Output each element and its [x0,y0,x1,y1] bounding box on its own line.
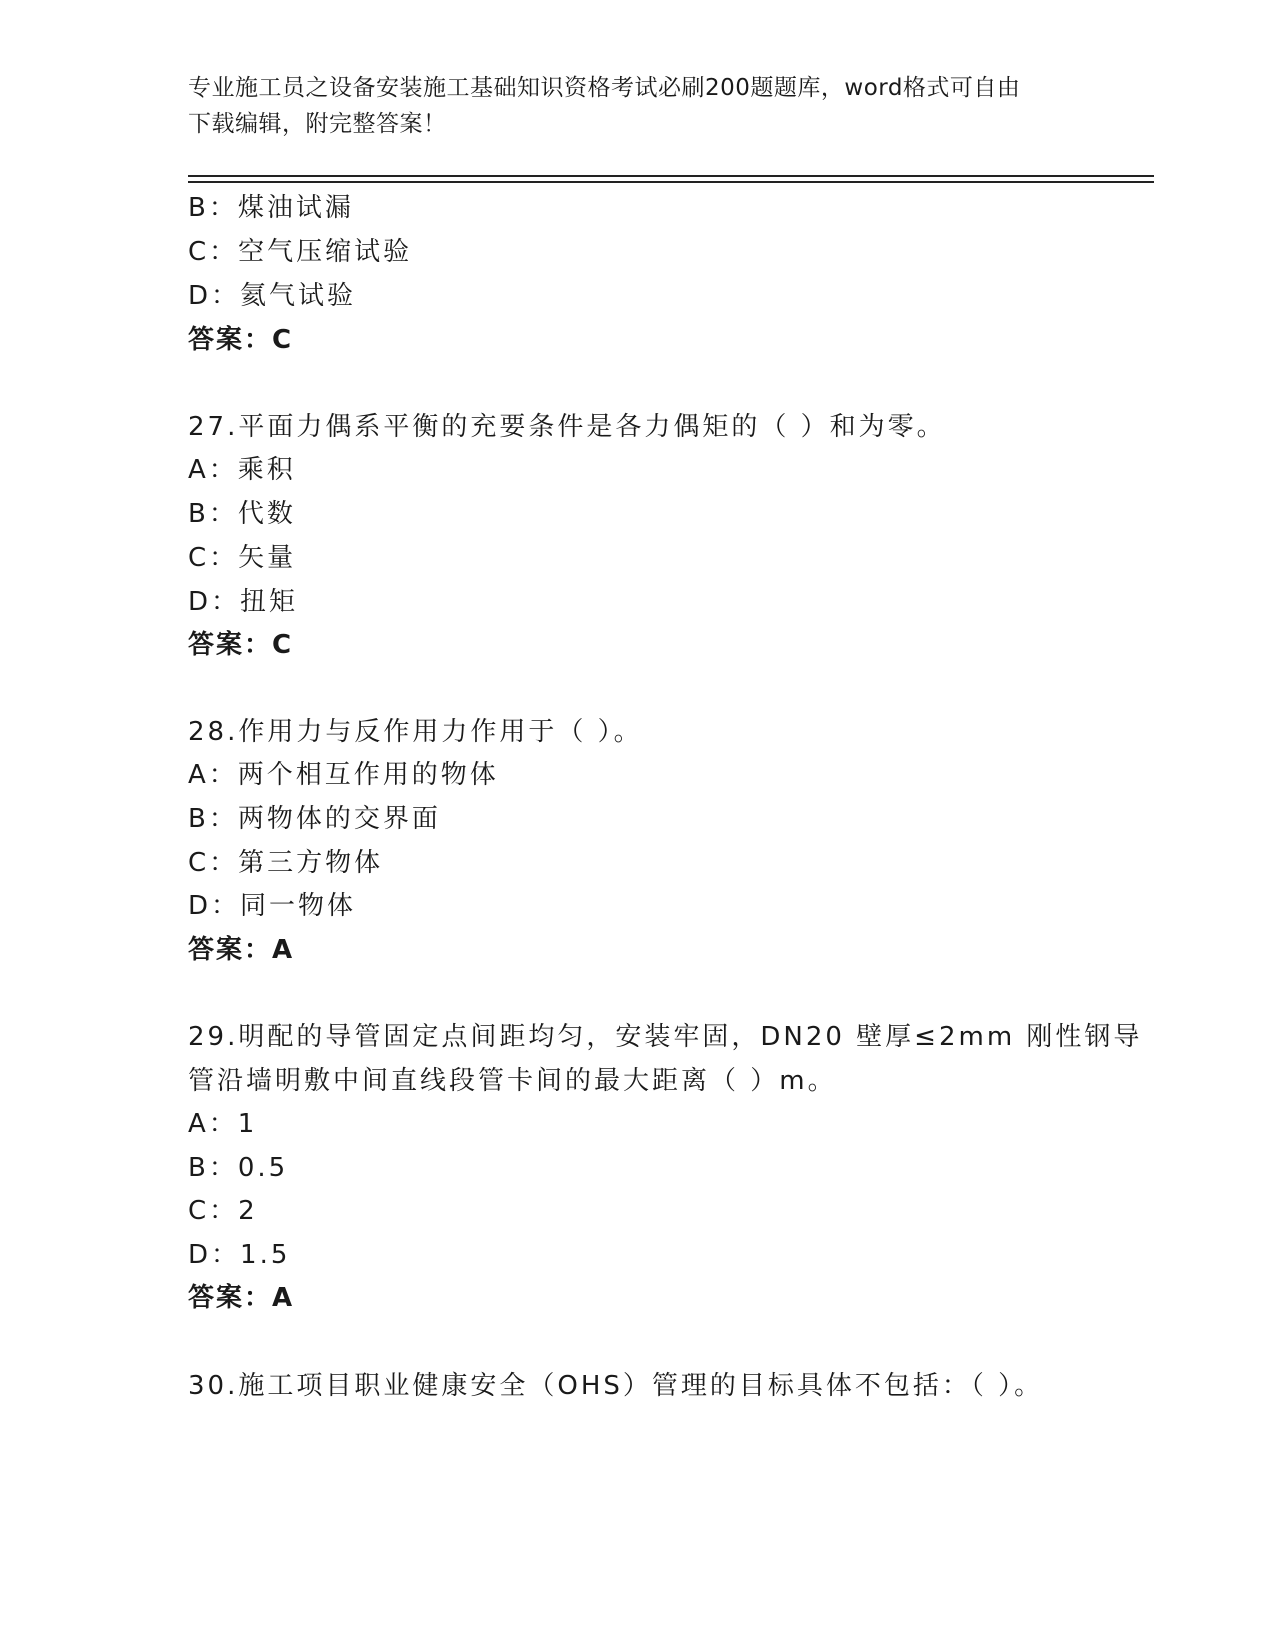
q29-answer: 答案：A [188,1283,295,1313]
header-rule-top [188,175,1154,177]
q29-option-d: D：1.5 [188,1240,291,1270]
q29-question-line1: 29.明配的导管固定点间距均匀，安装牢固，DN20 壁厚≤2mm 刚性钢导 [188,1022,1143,1052]
q27-option-a: A：乘积 [188,455,296,485]
q26-option-d: D：氦气试验 [188,281,357,311]
q29-option-b: B：0.5 [188,1153,289,1183]
q29-option-a: A：1 [188,1109,258,1139]
q29-option-c: C：2 [188,1196,258,1226]
q28-answer: 答案：A [188,935,295,965]
q27-answer: 答案：C [188,630,294,660]
q28-option-c: C：第三方物体 [188,848,384,878]
header-title-line1: 专业施工员之设备安装施工基础知识资格考试必刷200题题库，word格式可自由 [188,75,1021,101]
q28-option-a: A：两个相互作用的物体 [188,760,499,790]
q27-option-b: B：代数 [188,499,296,529]
q28-question: 28.作用力与反作用力作用于（ ）。 [188,717,643,747]
q26-answer: 答案：C [188,325,294,355]
q29-question-line2: 管沿墙明敷中间直线段管卡间的最大距离（ ）m。 [188,1066,837,1096]
q28-option-d: D：同一物体 [188,891,357,921]
header-rule-bottom [188,181,1154,183]
q27-option-d: D：扭矩 [188,587,299,617]
q26-option-b: B：煤油试漏 [188,193,354,223]
q27-question: 27.平面力偶系平衡的充要条件是各力偶矩的（ ）和为零。 [188,412,946,442]
header-title-line2: 下载编辑，附完整答案！ [188,111,447,137]
q30-question: 30.施工项目职业健康安全（OHS）管理的目标具体不包括：（ ）。 [188,1371,1044,1401]
q26-option-c: C：空气压缩试验 [188,237,413,267]
q28-option-b: B：两物体的交界面 [188,804,441,834]
document-header [188,70,1068,142]
q27-option-c: C：矢量 [188,543,297,573]
